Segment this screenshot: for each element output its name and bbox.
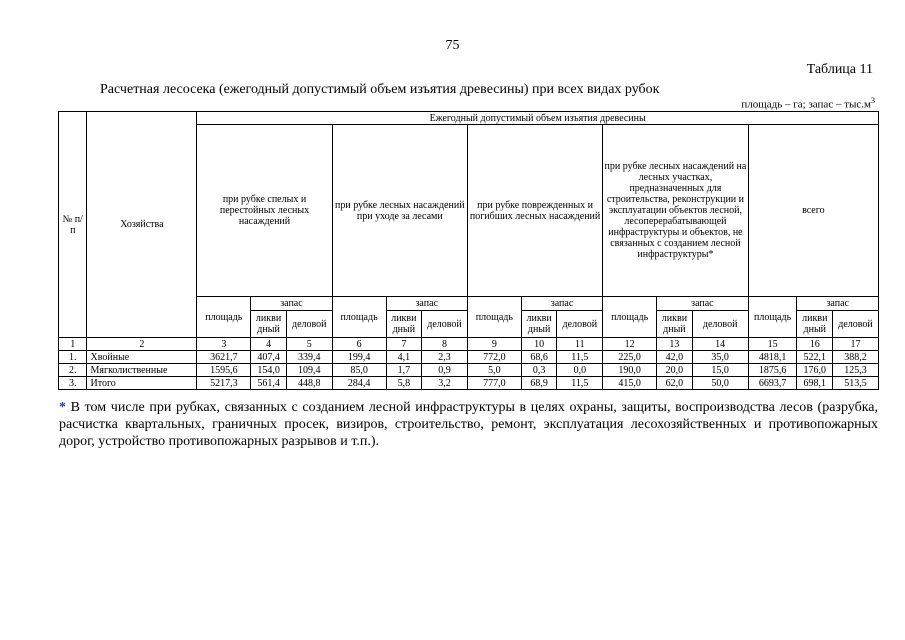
farm-name: Мягколиственные [87, 364, 197, 377]
table-cell: 407,4 [251, 351, 287, 364]
footnote-text: В том числе при рубках, связанных с созданием лесной инфраструктуры в целях охраны, защиты, воспроизводства лесов (разрубка, расчистка квартальных, граничных просек, визиров, строительство, ремонт, эксплуатация лесохозяйственных и противопожарных дорог, устройство противопожарных разрывов и т.п.). [59, 400, 878, 449]
column-number: 4 [251, 338, 287, 351]
column-number: 12 [603, 338, 657, 351]
table-cell: 1,7 [386, 364, 422, 377]
header-area-4: площадь [603, 297, 657, 338]
table-cell: 5217,3 [197, 377, 251, 390]
header-area-3: площадь [467, 297, 521, 338]
table-cell: 225,0 [603, 351, 657, 364]
column-number: 11 [557, 338, 603, 351]
column-number: 15 [748, 338, 797, 351]
header-liquid-2: ликви дный [386, 311, 422, 338]
header-liquid-3: ликви дный [521, 311, 557, 338]
table-cell: 1595,6 [197, 364, 251, 377]
table-cell: 2,3 [422, 351, 468, 364]
table-cell: 339,4 [286, 351, 332, 364]
header-infrastructure-felling: при рубке лесных насаждений на лесных участках, предназначенных для строительства, реконструкции и эксплуатации объектов лесной, лесоперерабатывающей инфраструктуры и объектов, не связанных с созданием лесной инфраструктуры* [603, 125, 748, 297]
table-cell: 6693,7 [748, 377, 797, 390]
header-liquid-5: ликви дный [797, 311, 833, 338]
felling-table [58, 111, 879, 390]
header-business-2: деловой [422, 311, 468, 338]
table-cell: 513,5 [833, 377, 879, 390]
table-cell: 20,0 [657, 364, 693, 377]
table-cell: 777,0 [467, 377, 521, 390]
column-number: 13 [657, 338, 693, 351]
table-cell: 0,0 [557, 364, 603, 377]
footnote-star: * [59, 400, 66, 415]
column-number: 10 [521, 338, 557, 351]
units-superscript: 3 [871, 96, 875, 105]
header-business-3: деловой [557, 311, 603, 338]
table-cell: 5,0 [467, 364, 521, 377]
table-cell: 698,1 [797, 377, 833, 390]
column-number-row [59, 338, 879, 351]
table-cell: 35,0 [692, 351, 748, 364]
table-cell: 11,5 [557, 377, 603, 390]
table-cell: 68,6 [521, 351, 557, 364]
column-number: 6 [332, 338, 386, 351]
table-cell: 772,0 [467, 351, 521, 364]
table-body [59, 112, 879, 390]
header-group-main: Ежегодный допустимый объем изъятия древесины [197, 112, 879, 125]
document-title: Расчетная лесосека (ежегодный допустимый объем изъятия древесины) при всех видах рубок [100, 82, 660, 97]
table-row [59, 377, 879, 390]
units-note [741, 96, 875, 111]
column-number: 5 [286, 338, 332, 351]
table-cell: 5,8 [386, 377, 422, 390]
table-cell: 522,1 [797, 351, 833, 364]
header-no: № п/п [59, 112, 87, 338]
table-label: Таблица 11 [806, 62, 873, 77]
header-stock-5: запас [797, 297, 879, 311]
table-cell: 109,4 [286, 364, 332, 377]
header-business-5: деловой [833, 311, 879, 338]
header-area-1: площадь [197, 297, 251, 338]
table-cell: 3621,7 [197, 351, 251, 364]
column-number: 3 [197, 338, 251, 351]
column-number: 1 [59, 338, 87, 351]
table-cell: 11,5 [557, 351, 603, 364]
page-number: 75 [445, 38, 460, 53]
header-stock-1: запас [251, 297, 332, 311]
table-cell: 4,1 [386, 351, 422, 364]
table-cell: 68,9 [521, 377, 557, 390]
table-cell: 154,0 [251, 364, 287, 377]
header-damaged-felling: при рубке поврежденных и погибших лесных насаждений [467, 125, 602, 297]
table-cell: 85,0 [332, 364, 386, 377]
table-row [59, 364, 879, 377]
table-cell: 190,0 [603, 364, 657, 377]
column-number: 7 [386, 338, 422, 351]
column-number: 16 [797, 338, 833, 351]
table-cell: 415,0 [603, 377, 657, 390]
column-number: 17 [833, 338, 879, 351]
row-number: 3. [59, 377, 87, 390]
table-cell: 1875,6 [748, 364, 797, 377]
table-cell: 62,0 [657, 377, 693, 390]
farm-name: Итого [87, 377, 197, 390]
table-cell: 199,4 [332, 351, 386, 364]
table-cell: 3,2 [422, 377, 468, 390]
table-cell: 50,0 [692, 377, 748, 390]
column-number: 9 [467, 338, 521, 351]
table-cell: 284,4 [332, 377, 386, 390]
header-care-felling: при рубке лесных насаждений при уходе за лесами [332, 125, 467, 297]
header-stock-4: запас [657, 297, 749, 311]
header-business-4: деловой [692, 311, 748, 338]
header-mature-felling: при рубке спелых и перестойных лесных насаждений [197, 125, 332, 297]
table-cell: 561,4 [251, 377, 287, 390]
header-area-5: площадь [748, 297, 797, 338]
table-cell: 388,2 [833, 351, 879, 364]
header-area-2: площадь [332, 297, 386, 338]
table-row [59, 351, 879, 364]
footnote [59, 399, 878, 450]
row-number: 2. [59, 364, 87, 377]
header-stock-3: запас [521, 297, 602, 311]
column-number: 8 [422, 338, 468, 351]
column-number: 14 [692, 338, 748, 351]
farm-name: Хвойные [87, 351, 197, 364]
column-number: 2 [87, 338, 197, 351]
header-farms: Хозяйства [87, 112, 197, 338]
header-liquid-4: ликви дный [657, 311, 693, 338]
header-business-1: деловой [286, 311, 332, 338]
row-number: 1. [59, 351, 87, 364]
units-text: площадь – га; запас – тыс.м [741, 98, 871, 111]
table-cell: 0,9 [422, 364, 468, 377]
table-cell: 448,8 [286, 377, 332, 390]
table-cell: 125,3 [833, 364, 879, 377]
table-cell: 42,0 [657, 351, 693, 364]
header-total: всего [748, 125, 878, 297]
table-cell: 0,3 [521, 364, 557, 377]
table-cell: 176,0 [797, 364, 833, 377]
header-liquid-1: ликви дный [251, 311, 287, 338]
table-cell: 15,0 [692, 364, 748, 377]
table-cell: 4818,1 [748, 351, 797, 364]
header-stock-2: запас [386, 297, 467, 311]
